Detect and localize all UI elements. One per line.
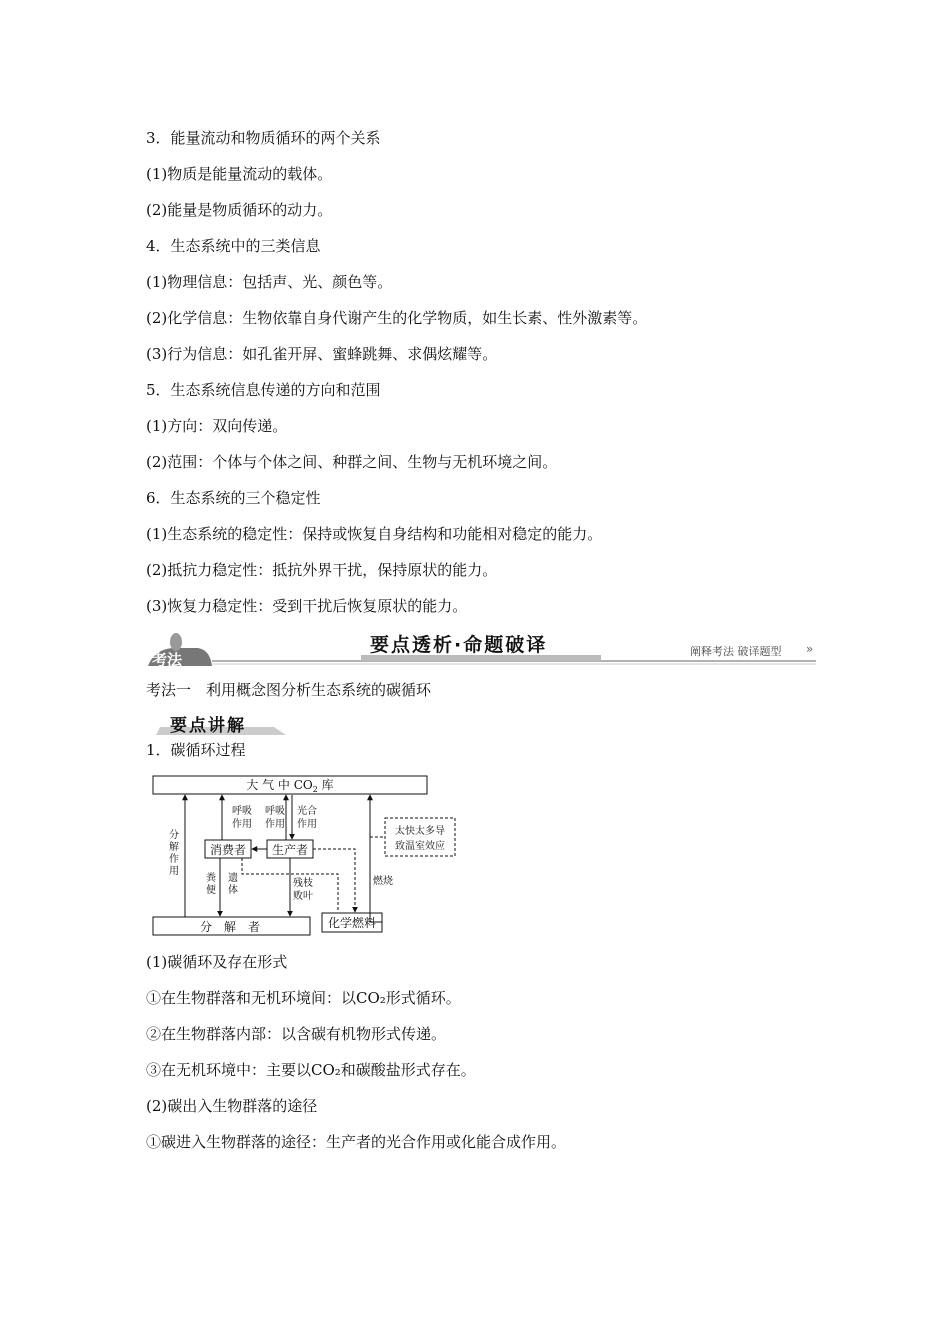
banner-subtitle: 阐释考法 破译题型 (690, 645, 782, 658)
text-line: (2)范围：个体与个体之间、种群之间、生物与无机环境之间。 (146, 453, 558, 471)
consumer-label: 消费者 (209, 843, 247, 857)
svg-text:呼吸: 呼吸 (265, 806, 285, 817)
banner-tag: 考法 (152, 651, 183, 669)
text-line: (3)行为信息：如孔雀开屏、蜜蜂跳舞、求偶炫耀等。 (146, 345, 498, 363)
text-line: (1)物质是能量流动的载体。 (146, 165, 333, 183)
svg-text:粪: 粪 (206, 873, 216, 884)
greenhouse-line-1: 太快太多导 (395, 826, 445, 837)
greenhouse-line-2: 致温室效应 (395, 841, 445, 852)
svg-text:作: 作 (169, 854, 179, 865)
svg-text:解: 解 (169, 842, 179, 853)
svg-text:燃烧: 燃烧 (373, 876, 393, 887)
svg-text:残枝: 残枝 (293, 878, 313, 889)
heading-4: 4．生态系统中的三类信息 (146, 237, 321, 255)
text-line: (1)物理信息：包括声、光、颜色等。 (146, 273, 393, 291)
text-line: (2)抵抗力稳定性：抵抗外界干扰，保持原状的能力。 (146, 561, 498, 579)
text-line: ①碳进入生物群落的途径：生产者的光合作用或化能合成作用。 (146, 1133, 567, 1151)
text-line: (3)恢复力稳定性：受到干扰后恢复原状的能力。 (146, 597, 468, 615)
item-1-title: 1．碳循环过程 (146, 741, 246, 759)
sub-heading: 要点讲解 (170, 716, 246, 736)
svg-text:便: 便 (206, 885, 216, 896)
text-line: (2)碳出入生物群落的途径 (146, 1097, 318, 1115)
text-line: (1)生态系统的稳定性：保持或恢复自身结构和功能相对稳定的能力。 (146, 525, 603, 543)
fossil-fuel-label: 化学燃料 (327, 916, 377, 930)
atmosphere-co2-label: 大 气 中 $CO_2$ 库 (246, 778, 334, 794)
text-line: (2)化学信息：生物依靠自身代谢产生的化学物质，如生长素、性外激素等。 (146, 309, 648, 327)
carbon-cycle-diagram (150, 774, 470, 938)
svg-text:光合: 光合 (297, 806, 317, 817)
method-title: 考法一 利用概念图分析生态系统的碳循环 (146, 681, 432, 699)
svg-text:败叶: 败叶 (293, 891, 313, 902)
svg-text:»: » (806, 642, 814, 656)
heading-3: 3．能量流动和物质循环的两个关系 (146, 129, 381, 147)
text-line: (1)方向：双向传递。 (146, 417, 288, 435)
svg-text:分: 分 (169, 830, 179, 841)
svg-text:作用: 作用 (265, 819, 285, 830)
svg-text:呼吸: 呼吸 (232, 806, 252, 817)
text-line: ③在无机环境中：主要以CO₂和碳酸盐形式存在。 (146, 1061, 476, 1079)
text-line: (2)能量是物质循环的动力。 (146, 201, 333, 219)
text-line: ②在生物群落内部：以含碳有机物形式传递。 (146, 1025, 447, 1043)
svg-text:作用: 作用 (297, 819, 317, 830)
svg-text:遗: 遗 (228, 873, 238, 884)
text-line: ①在生物群落和无机环境间：以CO₂形式循环。 (146, 989, 461, 1007)
heading-5: 5．生态系统信息传递的方向和范围 (146, 381, 381, 399)
text-line: (1)碳循环及存在形式 (146, 953, 288, 971)
decomposer-label: 分 解 者 (199, 920, 261, 934)
svg-text:作用: 作用 (232, 819, 252, 830)
svg-text:体: 体 (228, 885, 238, 896)
svg-text:用: 用 (169, 866, 179, 877)
banner-title: 要点透析·命题破译 (370, 634, 548, 656)
producer-label: 生产者 (271, 843, 309, 857)
heading-6: 6．生态系统的三个稳定性 (146, 489, 321, 507)
